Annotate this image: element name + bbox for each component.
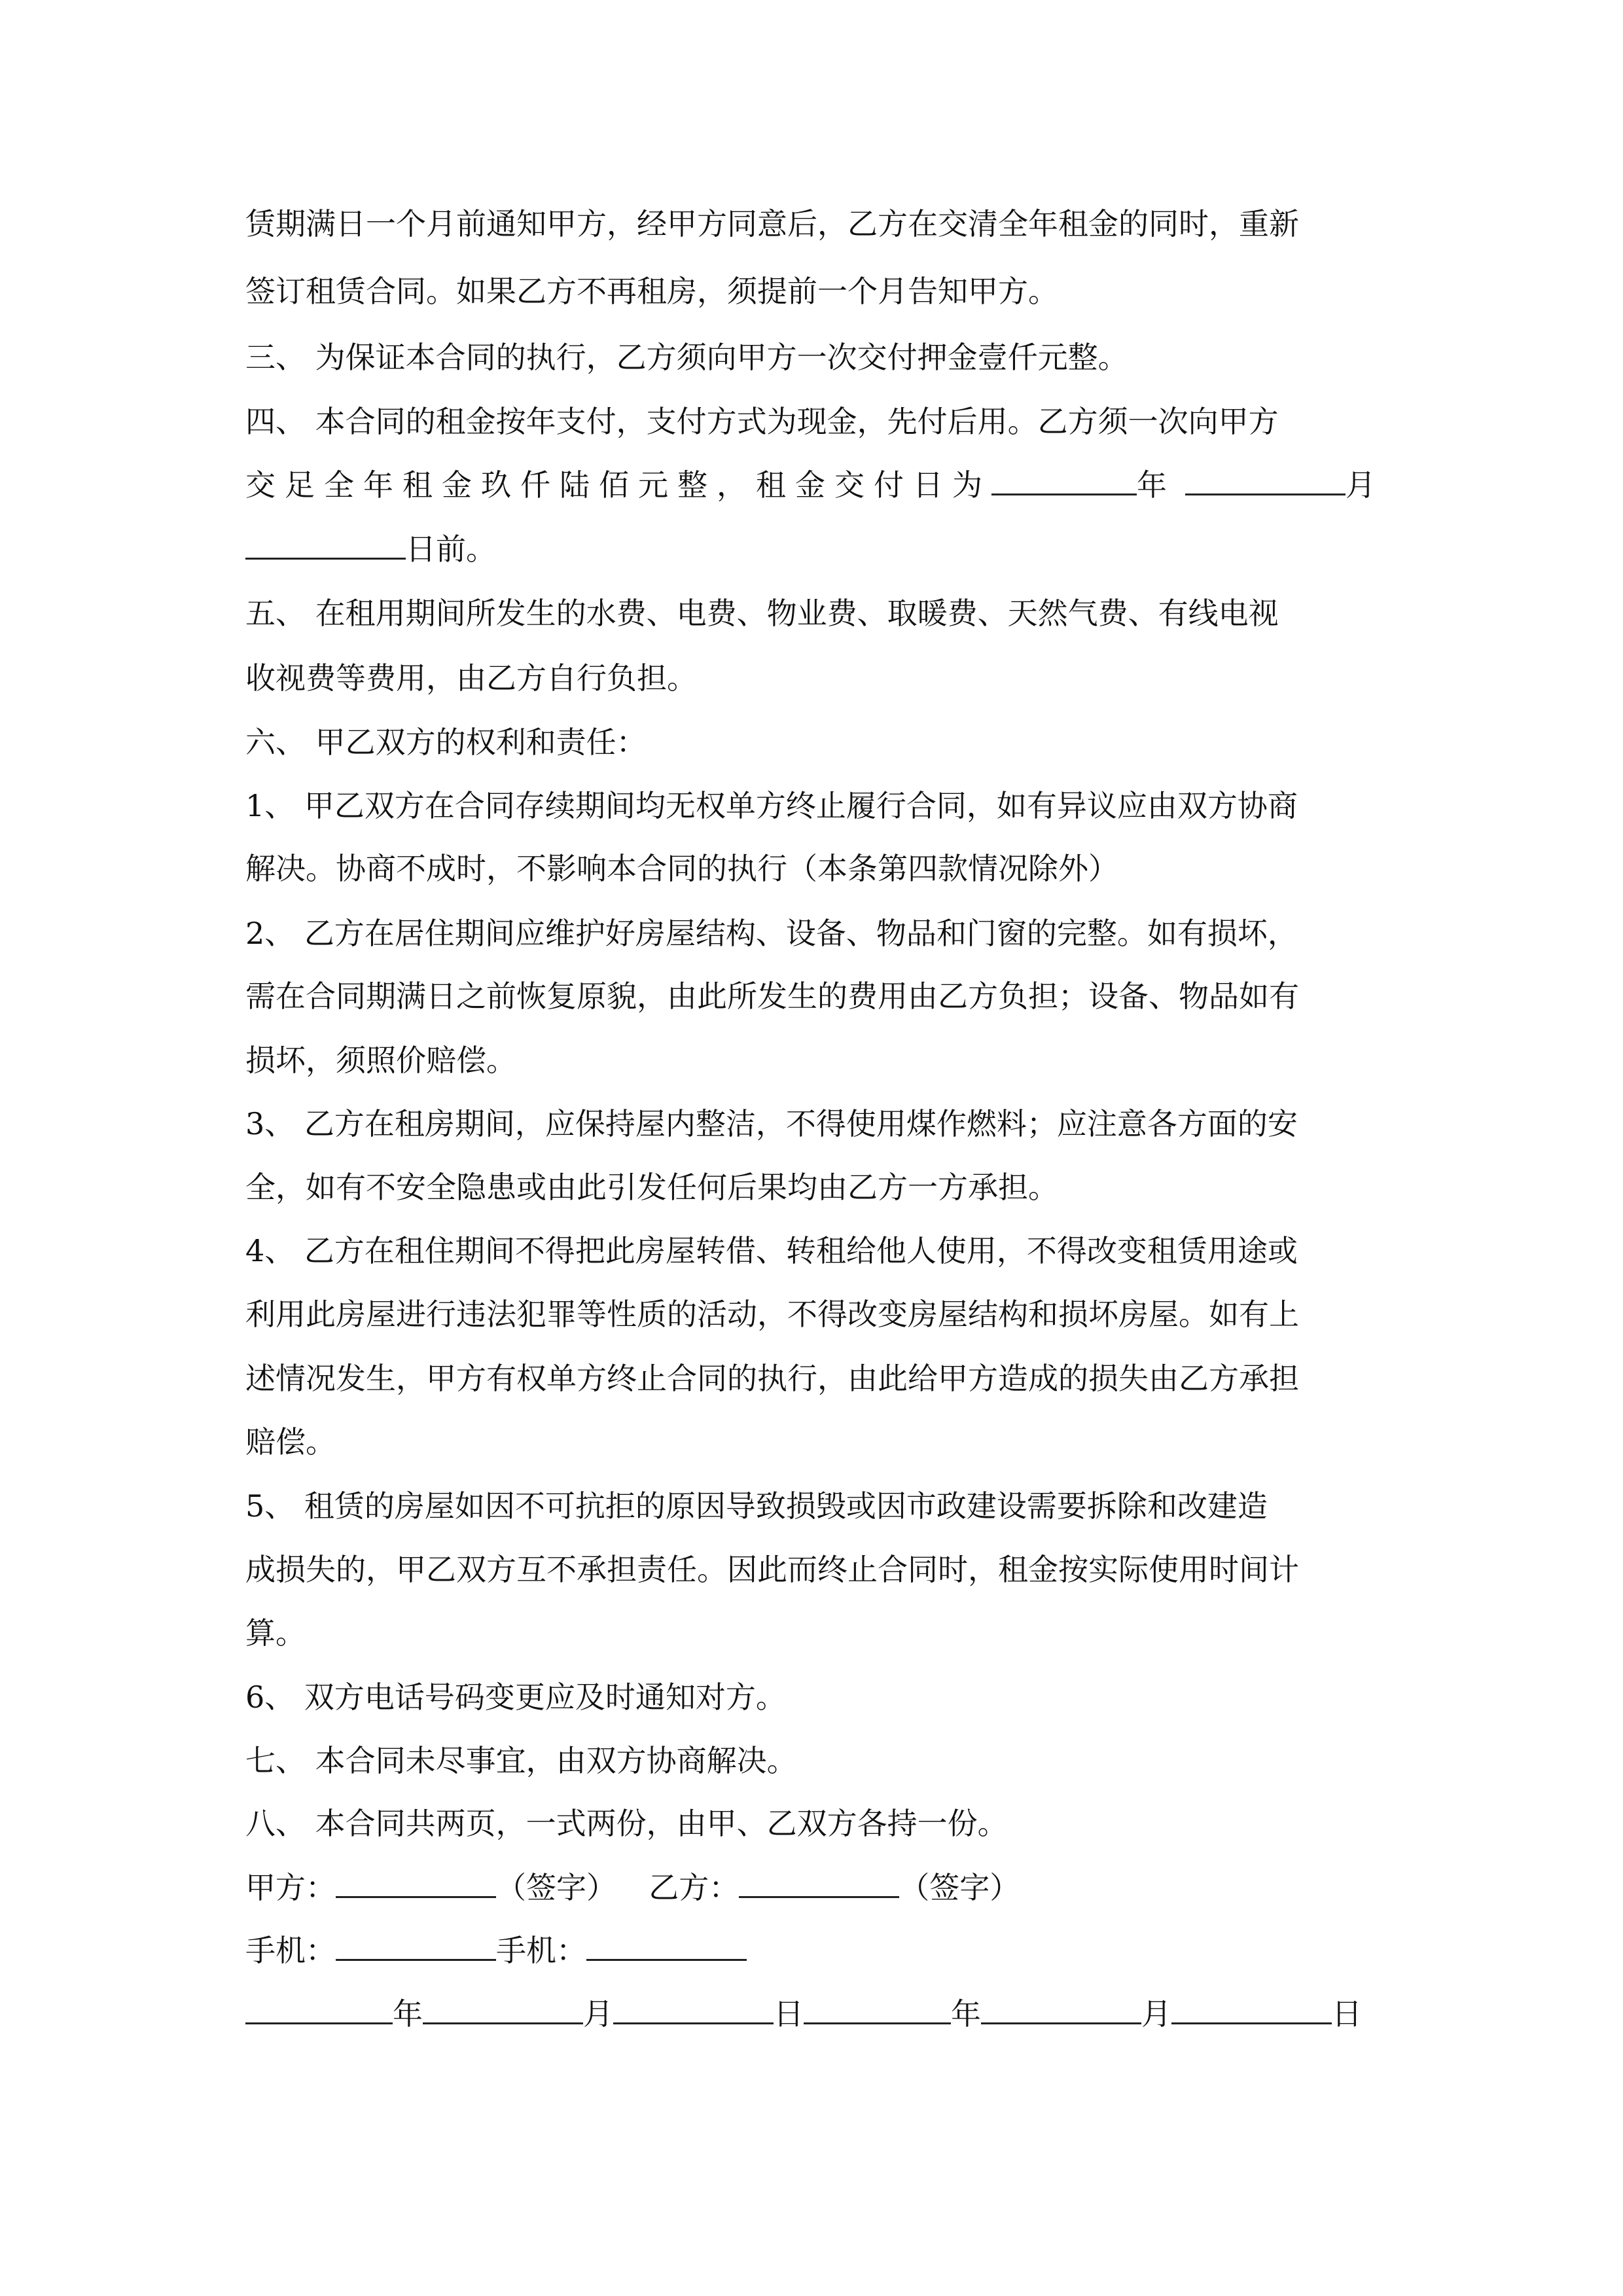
phone-b-label: 手机： bbox=[496, 1933, 586, 1968]
party-b-signature-field[interactable] bbox=[739, 1867, 899, 1898]
year-label: 年 bbox=[951, 1996, 981, 2032]
text-line: 全，如有不安全隐患或由此引发任何后果均由乙方一方承担。 bbox=[245, 1170, 1058, 1205]
text-line: 需在合同期满日之前恢复原貌，由此所发生的费用由乙方负担；设备、物品如有 bbox=[245, 978, 1299, 1014]
item-1: 1、 甲乙双方在合同存续期间均无权单方终止履行合同，如有异议应由双方协商 bbox=[245, 788, 1298, 823]
text-line: 收视费等费用，由乙方自行负担。 bbox=[245, 660, 697, 696]
text-line: 损坏，须照价赔偿。 bbox=[245, 1043, 516, 1078]
clause-8: 八、 本合同共两页，一式两份，由甲、乙双方各持一份。 bbox=[245, 1806, 1008, 1841]
date-row bbox=[245, 1994, 1384, 2034]
text-line: 算。 bbox=[245, 1615, 306, 1651]
payment-month-blank[interactable] bbox=[1185, 465, 1346, 495]
date-a-month-field[interactable] bbox=[423, 1994, 583, 2024]
phone-b-field[interactable] bbox=[586, 1930, 747, 1961]
phone-a-field[interactable] bbox=[336, 1930, 496, 1961]
phone-a-label: 手机： bbox=[245, 1933, 336, 1968]
sign-note-a: （签字） bbox=[496, 1870, 616, 1905]
clause-7: 七、 本合同未尽事宜，由双方协商解决。 bbox=[245, 1743, 797, 1778]
clause-3: 三、 为保证本合同的执行，乙方须向甲方一次交付押金壹仟元整。 bbox=[245, 340, 1128, 375]
party-a-label: 甲方： bbox=[245, 1870, 336, 1905]
text-line: 解决。协商不成时，不影响本合同的执行（本条第四款情况除外） bbox=[245, 851, 1118, 886]
signature-row bbox=[245, 1867, 1384, 1907]
item-5: 5、 租赁的房屋如因不可抗拒的原因导致损毁或因市政建设需要拆除和改建造 bbox=[245, 1488, 1268, 1524]
date-b-day-field[interactable] bbox=[1171, 1994, 1332, 2024]
text-line: 述情况发生，甲方有权单方终止合同的执行，由此给甲方造成的损失由乙方承担 bbox=[245, 1361, 1299, 1396]
sign-note-b: （签字） bbox=[899, 1870, 1020, 1905]
month-label: 月 bbox=[1141, 1996, 1171, 2032]
text-line: 赔偿。 bbox=[245, 1424, 336, 1460]
party-a-signature-field[interactable] bbox=[336, 1867, 496, 1898]
date-a-day-field[interactable] bbox=[613, 1994, 774, 2024]
text-line: 赁期满日一个月前通知甲方，经甲方同意后，乙方在交清全年租金的同时，重新 bbox=[245, 206, 1299, 242]
phone-row bbox=[245, 1930, 1384, 1970]
clause-5: 五、 在租用期间所发生的水费、电费、物业费、取暖费、天然气费、有线电视 bbox=[245, 596, 1279, 631]
date-b-year-field[interactable] bbox=[804, 1994, 951, 2024]
day-label: 日 bbox=[1332, 1996, 1362, 2032]
item-3: 3、 乙方在租房期间，应保持屋内整洁，不得使用煤作燃料；应注意各方面的安 bbox=[245, 1106, 1298, 1141]
clause-6: 六、 甲乙双方的权利和责任： bbox=[245, 725, 647, 760]
text-line: 日前。 bbox=[245, 529, 1384, 569]
text-line: 成损失的，甲乙双方互不承担责任。因此而终止合同时，租金按实际使用时间计 bbox=[245, 1552, 1299, 1587]
year-label: 年 bbox=[393, 1996, 423, 2032]
item-4: 4、 乙方在租住期间不得把此房屋转借、转租给他人使用，不得改变租赁用途或 bbox=[245, 1233, 1298, 1268]
text-line: 签订租赁合同。如果乙方不再租房，须提前一个月告知甲方。 bbox=[245, 274, 1058, 309]
payment-year-blank[interactable] bbox=[991, 465, 1137, 495]
item-2: 2、 乙方在居住期间应维护好房屋结构、设备、物品和门窗的完整。如有损坏， bbox=[245, 916, 1298, 951]
party-b-label: 乙方： bbox=[649, 1870, 740, 1905]
date-a-year-field[interactable] bbox=[245, 1994, 393, 2024]
date-b-month-field[interactable] bbox=[981, 1994, 1141, 2024]
month-label: 月 bbox=[583, 1996, 613, 2032]
text-line: 利用此房屋进行违法犯罪等性质的活动，不得改变房屋结构和损坏房屋。如有上 bbox=[245, 1297, 1299, 1332]
item-6: 6、 双方电话号码变更应及时通知对方。 bbox=[245, 1679, 786, 1715]
rent-payment-line: 交足全年租金玖仟陆佰元整，租金交付日为 年 月 bbox=[245, 465, 1384, 505]
day-label: 日 bbox=[774, 1996, 804, 2032]
payment-day-blank[interactable] bbox=[245, 529, 406, 560]
clause-4: 四、 本合同的租金按年支付，支付方式为现金，先付后用。乙方须一次向甲方 bbox=[245, 404, 1279, 439]
